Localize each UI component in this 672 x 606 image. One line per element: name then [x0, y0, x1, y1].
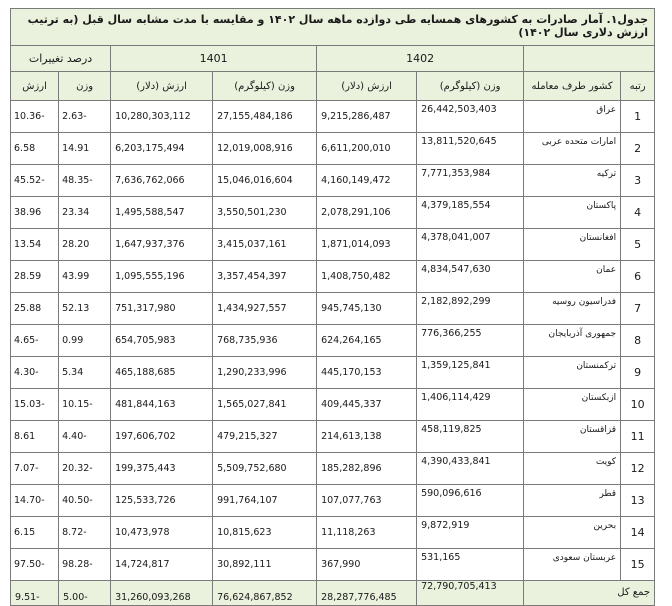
- value-1402-cell: 624,264,165: [317, 325, 417, 357]
- rank-cell: 3: [621, 165, 655, 197]
- value-1401-cell: 7,636,762,066: [111, 165, 213, 197]
- table-row: [11, 293, 655, 325]
- rank-cell: 14: [621, 517, 655, 549]
- value-change-cell: 6.15: [11, 517, 59, 549]
- country-cell: امارات متحده عربی: [524, 133, 621, 165]
- rank-cell: 6: [621, 261, 655, 293]
- weight-change-cell: 28.20: [59, 229, 111, 261]
- table-row: [11, 389, 655, 421]
- weight-1402-cell: 26,442,503,403: [417, 101, 524, 133]
- rank-cell: 12: [621, 453, 655, 485]
- weight-1402-header: وزن (کیلوگرم): [417, 72, 524, 101]
- country-cell: افغانستان: [524, 229, 621, 261]
- value-1402-cell: 11,118,263: [317, 517, 417, 549]
- country-cell: فدراسیون روسیه: [524, 293, 621, 325]
- weight-1401-header: وزن (کیلوگرم): [213, 72, 317, 101]
- country-cell: ترکمنستان: [524, 357, 621, 389]
- weight-1402-cell: 13,811,520,645: [417, 133, 524, 165]
- value-1402-cell: 945,745,130: [317, 293, 417, 325]
- weight-change-cell: -40.50: [59, 485, 111, 517]
- weight-1402-cell: 7,771,353,984: [417, 165, 524, 197]
- table-row: [11, 325, 655, 357]
- total-label: جمع کل: [524, 581, 655, 606]
- value-1401-cell: 125,533,726: [111, 485, 213, 517]
- weight-1401-cell: 27,155,484,186: [213, 101, 317, 133]
- weight-1401-cell: 479,215,327: [213, 421, 317, 453]
- table-row: [11, 197, 655, 229]
- weight-change-cell: 43.99: [59, 261, 111, 293]
- table-row: [11, 101, 655, 133]
- value-1401-header: ارزش (دلار): [111, 72, 213, 101]
- weight-1401-cell: 3,357,454,397: [213, 261, 317, 293]
- value-change-cell: -7.07: [11, 453, 59, 485]
- weight-change-cell: -48.35: [59, 165, 111, 197]
- country-cell: عراق: [524, 101, 621, 133]
- country-cell: قطر: [524, 485, 621, 517]
- value-1402-cell: 1,408,750,482: [317, 261, 417, 293]
- column-header-row: [11, 72, 655, 101]
- change-percent-header: درصد تغییرات: [11, 46, 111, 72]
- table-row: [11, 165, 655, 197]
- table-row: [11, 421, 655, 453]
- value-change-cell: 28.59: [11, 261, 59, 293]
- country-cell: بحرین: [524, 517, 621, 549]
- table-row: [11, 485, 655, 517]
- total-value-change: -9.51: [11, 581, 59, 606]
- value-change-cell: -10.36: [11, 101, 59, 133]
- weight-change-cell: -2.63: [59, 101, 111, 133]
- country-cell: کویت: [524, 453, 621, 485]
- rank-header: رتبه: [621, 72, 655, 101]
- weight-1401-cell: 15,046,016,604: [213, 165, 317, 197]
- table-caption-row: [11, 9, 655, 46]
- rank-cell: 13: [621, 485, 655, 517]
- value-1401-cell: 481,844,163: [111, 389, 213, 421]
- value-change-cell: -45.52: [11, 165, 59, 197]
- blank-header-cell: [524, 46, 655, 72]
- table-row: [11, 357, 655, 389]
- total-row: [11, 581, 655, 606]
- value-1401-cell: 1,095,555,196: [111, 261, 213, 293]
- value-change-cell: -97.50: [11, 549, 59, 581]
- value-change-cell: 13.54: [11, 229, 59, 261]
- rank-cell: 2: [621, 133, 655, 165]
- total-weight-change: -5.00: [59, 581, 111, 606]
- value-1401-cell: 6,203,175,494: [111, 133, 213, 165]
- weight-1402-cell: 2,182,892,299: [417, 293, 524, 325]
- weight-1402-cell: 776,366,255: [417, 325, 524, 357]
- table-row: [11, 133, 655, 165]
- rank-cell: 4: [621, 197, 655, 229]
- value-1401-cell: 1,647,937,376: [111, 229, 213, 261]
- country-cell: جمهوری آذربایجان: [524, 325, 621, 357]
- country-cell: قزاقستان: [524, 421, 621, 453]
- weight-1401-cell: 3,415,037,161: [213, 229, 317, 261]
- weight-1401-cell: 12,019,008,916: [213, 133, 317, 165]
- value-change-cell: -4.65: [11, 325, 59, 357]
- table-row: [11, 517, 655, 549]
- value-1401-cell: 199,375,443: [111, 453, 213, 485]
- weight-1402-cell: 4,834,547,630: [417, 261, 524, 293]
- weight-change-cell: -20.32: [59, 453, 111, 485]
- value-change-cell: 25.88: [11, 293, 59, 325]
- value-1402-header: ارزش (دلار): [317, 72, 417, 101]
- weight-1402-cell: 9,872,919: [417, 517, 524, 549]
- table-row: [11, 261, 655, 293]
- rank-cell: 5: [621, 229, 655, 261]
- value-1401-cell: 654,705,983: [111, 325, 213, 357]
- weight-1402-cell: 1,406,114,429: [417, 389, 524, 421]
- weight-1401-cell: 1,434,927,557: [213, 293, 317, 325]
- weight-1402-cell: 590,096,616: [417, 485, 524, 517]
- value-1402-cell: 1,871,014,093: [317, 229, 417, 261]
- value-1401-cell: 10,280,303,112: [111, 101, 213, 133]
- table-caption: جدول۱. آمار صادرات به کشورهای همسایه طی دوازده ماهه سال ۱۴۰۲ و مقایسه با مدت مشابه سال قبل (به ترتیب ارزش دلاری سال ۱۴۰۲): [11, 9, 655, 46]
- total-weight-1402: 72,790,705,413: [417, 581, 524, 606]
- value-1402-cell: 214,613,138: [317, 421, 417, 453]
- value-change-cell: -14.70: [11, 485, 59, 517]
- rank-cell: 7: [621, 293, 655, 325]
- value-change-header: ارزش: [11, 72, 59, 101]
- value-1402-cell: 409,445,337: [317, 389, 417, 421]
- value-1402-cell: 2,078,291,106: [317, 197, 417, 229]
- weight-1401-cell: 768,735,936: [213, 325, 317, 357]
- weight-change-cell: 52.13: [59, 293, 111, 325]
- value-1402-cell: 107,077,763: [317, 485, 417, 517]
- value-1402-cell: 185,282,896: [317, 453, 417, 485]
- value-change-cell: 6.58: [11, 133, 59, 165]
- value-1401-cell: 197,606,702: [111, 421, 213, 453]
- country-header: کشور طرف معامله: [524, 72, 621, 101]
- value-1402-cell: 367,990: [317, 549, 417, 581]
- rank-cell: 10: [621, 389, 655, 421]
- rank-cell: 1: [621, 101, 655, 133]
- weight-change-cell: -98.28: [59, 549, 111, 581]
- weight-1401-cell: 991,764,107: [213, 485, 317, 517]
- value-1402-cell: 445,170,153: [317, 357, 417, 389]
- weight-1402-cell: 531,165: [417, 549, 524, 581]
- weight-1402-cell: 458,119,825: [417, 421, 524, 453]
- weight-change-cell: 0.99: [59, 325, 111, 357]
- value-change-cell: -15.03: [11, 389, 59, 421]
- weight-1402-cell: 4,378,041,007: [417, 229, 524, 261]
- export-table-container: [10, 8, 654, 606]
- country-cell: عربستان سعودی: [524, 549, 621, 581]
- weight-change-cell: -10.15: [59, 389, 111, 421]
- year-1402-header: 1402: [317, 46, 524, 72]
- weight-1401-cell: 10,815,623: [213, 517, 317, 549]
- weight-change-cell: -8.72: [59, 517, 111, 549]
- weight-change-header: وزن: [59, 72, 111, 101]
- weight-1402-cell: 4,390,433,841: [417, 453, 524, 485]
- total-weight-1401: 76,624,867,852: [213, 581, 317, 606]
- value-1401-cell: 14,724,817: [111, 549, 213, 581]
- country-cell: پاکستان: [524, 197, 621, 229]
- country-cell: ازبکستان: [524, 389, 621, 421]
- weight-1401-cell: 1,565,027,841: [213, 389, 317, 421]
- value-1402-cell: 9,215,286,487: [317, 101, 417, 133]
- value-1402-cell: 6,611,200,010: [317, 133, 417, 165]
- weight-change-cell: -4.40: [59, 421, 111, 453]
- rank-cell: 11: [621, 421, 655, 453]
- export-statistics-table: [10, 8, 655, 606]
- value-change-cell: -4.30: [11, 357, 59, 389]
- rank-cell: 15: [621, 549, 655, 581]
- table-row: [11, 229, 655, 261]
- weight-1401-cell: 1,290,233,996: [213, 357, 317, 389]
- total-value-1401: 31,260,093,268: [111, 581, 213, 606]
- year-header-row: [11, 46, 655, 72]
- year-1401-header: 1401: [111, 46, 317, 72]
- value-1401-cell: 10,473,978: [111, 517, 213, 549]
- table-row: [11, 453, 655, 485]
- table-row: [11, 549, 655, 581]
- weight-1402-cell: 1,359,125,841: [417, 357, 524, 389]
- total-value-1402: 28,287,776,485: [317, 581, 417, 606]
- table-body: [11, 101, 655, 581]
- rank-cell: 8: [621, 325, 655, 357]
- rank-cell: 9: [621, 357, 655, 389]
- weight-1401-cell: 5,509,752,680: [213, 453, 317, 485]
- value-change-cell: 8.61: [11, 421, 59, 453]
- value-1401-cell: 465,188,685: [111, 357, 213, 389]
- weight-change-cell: 23.34: [59, 197, 111, 229]
- country-cell: ترکیه: [524, 165, 621, 197]
- weight-1401-cell: 3,550,501,230: [213, 197, 317, 229]
- weight-1402-cell: 4,379,185,554: [417, 197, 524, 229]
- country-cell: عمان: [524, 261, 621, 293]
- value-1401-cell: 751,317,980: [111, 293, 213, 325]
- weight-change-cell: 14.91: [59, 133, 111, 165]
- weight-change-cell: 5.34: [59, 357, 111, 389]
- value-1402-cell: 4,160,149,472: [317, 165, 417, 197]
- weight-1401-cell: 30,892,111: [213, 549, 317, 581]
- value-1401-cell: 1,495,588,547: [111, 197, 213, 229]
- value-change-cell: 38.96: [11, 197, 59, 229]
